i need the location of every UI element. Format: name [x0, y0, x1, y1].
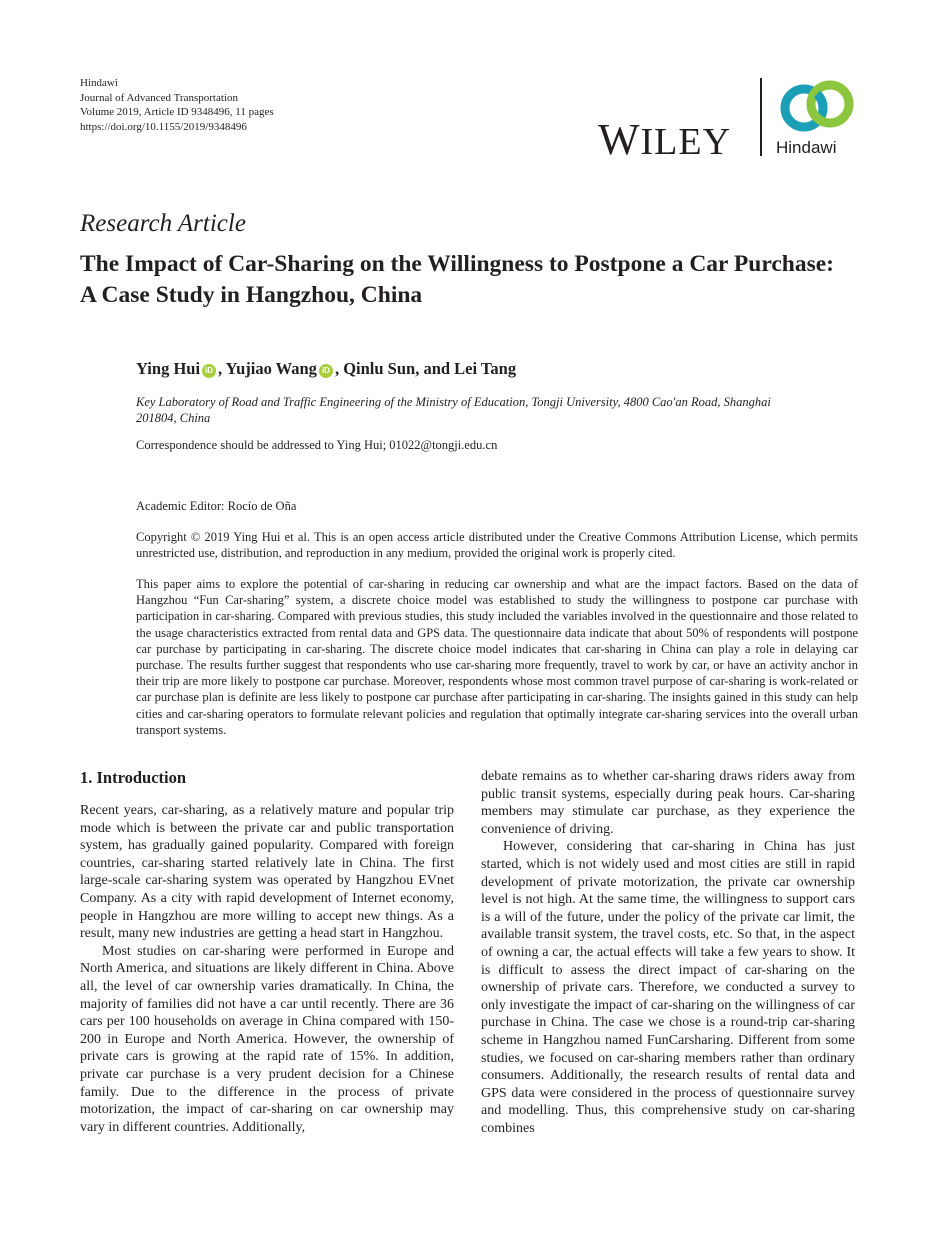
abstract: This paper aims to explore the potential of car-sharing in reducing car ownership and what are the impact factors. Based on the data of Hangzhou “Fun Car-sharing” system, a discrete choice model was established to study the willingness to postpone car purchase with participation in car-sharing. Compared with previous studies, this study included the variables involved in the questionnaire and those related to the usage characteristics extracted from rental data and GPS data. The questionnaire data indicate that about 50% of respondents will postpone car purchase by participating in car-sharing. The discrete choice model indicates that car-sharing in China can play a role in delaying car purchase. The results further suggest that respondents who use car-sharing more frequently, travel to work by car, or have an activity anchor in their trip are more likely to postpone car purchase. Moreover, respondents whose most common travel purpose of car-sharing is work-related or car purchase plan is definite are less likely to postpone car purchase after participating in car-sharing. The insights gained in this study can help cities and car-sharing operators to formulate relevant policies and regulation that optimally integrate car-sharing services into the overall urban transport systems.: [136, 577, 858, 737]
journal-volume: Volume 2019, Article ID 9348496, 11 pages: [80, 106, 274, 118]
copyright-notice: Copyright © 2019 Ying Hui et al. This is an open access article distributed under the Creative Commons Attribution License, which permits unrestricted use, distribution, and reproduction in any medium, provided the original work is properly cited.: [136, 530, 858, 560]
journal-info: [80, 76, 274, 134]
affiliation: Key Laboratory of Road and Traffic Engineering of the Ministry of Education, Tongji University, 4800 Cao'an Road, Shanghai 201804, China: [136, 395, 771, 425]
author-others: , Qinlu Sun, and Lei Tang: [334, 359, 517, 378]
orcid-icon[interactable]: iD: [319, 364, 333, 378]
author-yujiao-wang[interactable]: , Yujiao Wang: [218, 359, 317, 378]
orcid-icon[interactable]: iD: [202, 364, 216, 378]
author-list: [136, 359, 516, 379]
journal-doi[interactable]: https://doi.org/10.1155/2019/9348496: [80, 120, 247, 133]
column-right: [481, 768, 855, 1137]
academic-editor: Academic Editor: Rocío de Oña: [136, 499, 297, 513]
article-type: Research Article: [80, 210, 246, 237]
paragraph: However, considering that car-sharing in China has just started, which is not widely used and most cities are still in rapid development of private motorization, the private car ownership level is not high. At the same time, the willingness to support cars is a will of the future, under the policy of the private car limit, the available transit system, the travel costs, etc. So that, in the aspect of owning a car, the actual effects will take a few years to show. It is difficult to assess the direct impact of car-sharing on the ownership of private cars. Therefore, we conducted a survey to only investigate the impact of car-sharing on the willingness of car purchase in China. The case we chose is a round-trip car-sharing scheme in Hangzhou named FunCarsharing. Different from some studies, we focused on car-sharing members rather than ordinary consumers. Additionally, the research results of rental data and GPS data were considered in the process of questionnaire survey and modelling. Thus, this comprehensive study on car-sharing combines: [481, 839, 855, 1136]
logo-divider: [760, 78, 762, 156]
hindawi-rings-icon: [776, 78, 858, 136]
wiley-logo: [598, 115, 732, 164]
author-ying-hui[interactable]: Ying Hui: [136, 359, 201, 378]
hindawi-logo-text: Hindawi: [776, 138, 837, 157]
paragraph: debate remains as to whether car-sharing draws riders away from public transit systems, especially during peak hours. Car-sharing members may stimulate car purchase, as they experience the convenience of driving.: [481, 769, 855, 837]
wiley-logo-initial: W: [598, 115, 641, 164]
column-left: [80, 768, 454, 1136]
journal-name: Journal of Advanced Transportation: [80, 91, 238, 104]
paragraph: Recent years, car-sharing, as a relatively mature and popular trip mode which is between the private car and public transportation system, has gradually gained popularity. Compared with foreign countries, car-sharing started relatively late in China. The first large-scale car-sharing system was operated by Hangzhou EVnet Company. As a city with rapid development of Internet economy, people in Hangzhou are more willing to accept new things. As a result, many new industries are getting a head start in Hangzhou.: [80, 803, 454, 942]
correspondence: Correspondence should be addressed to Ying Hui; 01022@tongji.edu.cn: [136, 438, 498, 452]
wiley-logo-rest: ILEY: [640, 121, 732, 163]
journal-publisher: Hindawi: [80, 77, 118, 89]
section-heading: 1. Introduction: [80, 768, 187, 787]
paragraph: Most studies on car-sharing were performed in Europe and North America, and situations are likely different in China. Above all, the level of car ownership varies dramatically. In China, the majority of families did not have a car until recently. There are 36 cars per 100 households on average in China compared with 150-200 in Europe and North America. However, the ownership of private cars is growing at the rapid rate of 15%. In addition, private car purchase is a very prudent decision for a Chinese family. Due to the difference in the process of private motorization, the impact of car-sharing on car ownership may vary in different countries. Additionally,: [80, 943, 454, 1135]
article-title: The Impact of Car-Sharing on the Willingness to Postpone a Car Purchase: A Case Study in Hangzhou, China: [80, 251, 834, 308]
